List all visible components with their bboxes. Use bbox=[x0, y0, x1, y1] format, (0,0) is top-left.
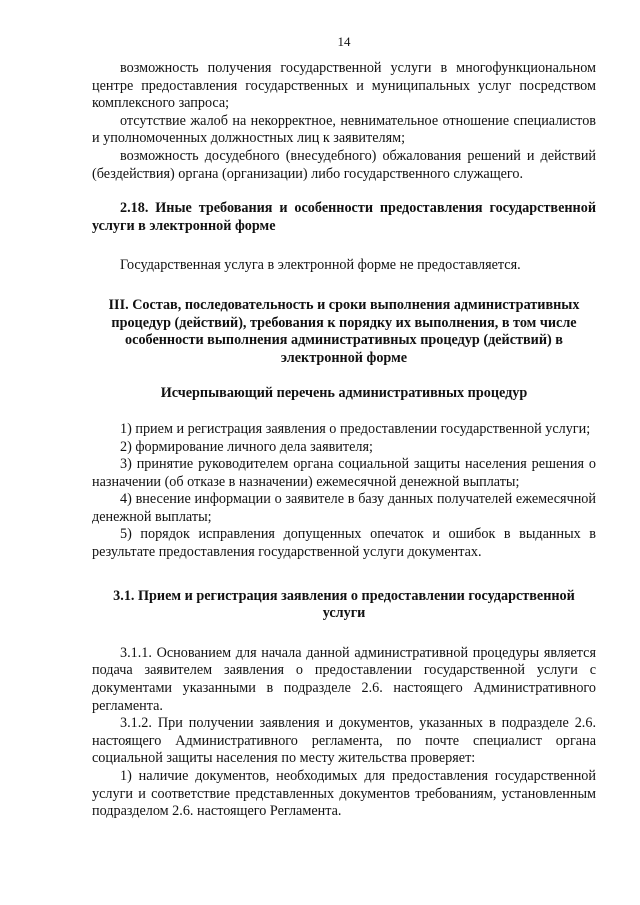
list-item: 4) внесение информации о заявителе в базу данных получателей ежемесячной денежной выплаты; bbox=[92, 491, 596, 525]
section-2-18-text: Государственная услуга в электронной форме не предоставляется. bbox=[120, 257, 521, 274]
paragraph-3-1-2: 3.1.2. При получении заявления и документов, указанных в подразделе 2.6. настоящего Административного регламента, по почте специалист органа социальной защиты населения по месту жительства проверяет: bbox=[92, 715, 596, 767]
paragraph-appeal-possibility: возможность досудебного (внесудебного) обжалования решений и действий (бездействия) органа (организации) либо государственного служащего. bbox=[92, 147, 596, 182]
list-item: 3) принятие руководителем органа социальной защиты населения решения о назначении (об отказе в назначении) ежемесячной денежной выплаты; bbox=[92, 456, 596, 490]
paragraph-check-item-1: 1) наличие документов, необходимых для предоставления государственной услуги и соответствие представленных документов требованиям, установленным подразделом 2.6. настоящего Регламента. bbox=[92, 768, 596, 820]
list-item: 5) порядок исправления допущенных опечаток и ошибок в выданных в результате предоставления государственной услуги документах. bbox=[92, 526, 596, 561]
page-number: 14 bbox=[337, 34, 351, 49]
list-item: 1) прием и регистрация заявления о предоставлении государственной услуги; bbox=[120, 420, 591, 437]
paragraph-no-complaints: отсутствие жалоб на некорректное, невнимательное отношение специалистов и уполномоченных должностных лиц к заявителям; bbox=[92, 112, 596, 147]
section-2-18-heading: 2.18. Иные требования и особенности предоставления государственной услуги в электронной форме bbox=[92, 200, 596, 234]
section-3-1-heading: 3.1. Прием и регистрация заявления о предоставлении государственной услуги bbox=[113, 587, 575, 622]
procedures-list-heading: Исчерпывающий перечень административных процедур bbox=[160, 385, 528, 402]
paragraph-mfc-possibility: возможность получения государственной услуги в многофункциональном центре предоставления государственных и муниципальных услуг посредством комплексного запроса; bbox=[92, 60, 596, 112]
procedures-list bbox=[92, 421, 596, 562]
section-3-heading: III. Состав, последовательность и сроки выполнения административных процедур (действий), требования к порядку их выполнения, в том числе особенности выполнения административных процедур (действий) в электронной форме bbox=[108, 296, 580, 366]
list-item: 2) формирование личного дела заявителя; bbox=[120, 438, 373, 455]
paragraph-3-1-1: 3.1.1. Основанием для начала данной административной процедуры является подача заявителем заявления о предоставлении государственной услуги с документами указанными в подразделе 2.6. настоящего Административного регламента. bbox=[92, 644, 596, 714]
